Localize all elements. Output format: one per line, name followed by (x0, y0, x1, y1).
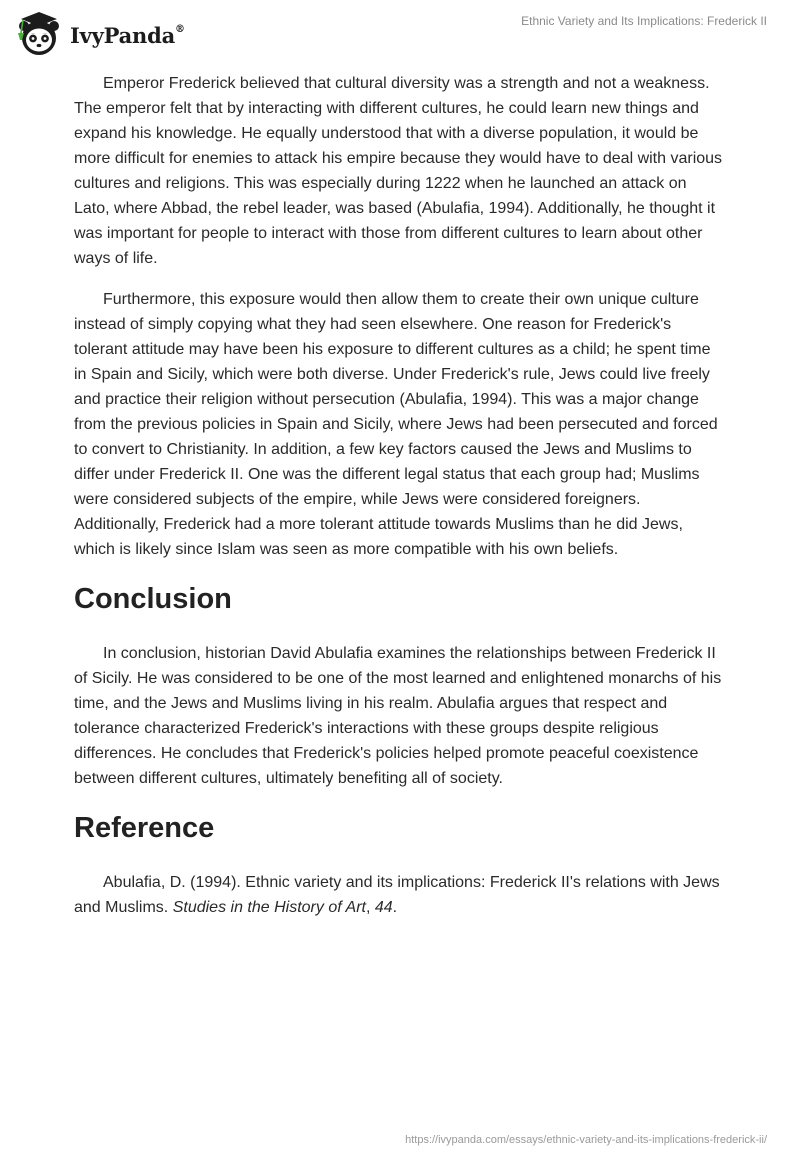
source-url[interactable]: https://ivypanda.com/essays/ethnic-variety-and-its-implications-frederick-ii/ (405, 1134, 767, 1146)
page-header (0, 0, 800, 70)
body-paragraph-1: Emperor Frederick believed that cultural diversity was a strength and not a weakness. The emperor felt that by interacting with different cultures, he could learn new things and expand his knowledge. He equally understood that with a diverse population, it would be more difficult for enemies to attack his empire because they would have to deal with various cultures and religions. This was especially during 1222 when he launched an attack on Lato, where Abbad, the rebel leader, was based (Abulafia, 1994). Additionally, he thought it was important for people to interact with those from different cultures to learn about other ways of life. (74, 75, 723, 267)
journal-title: Studies in the History of Art (172, 899, 366, 916)
citation-end: . (392, 899, 398, 916)
ivypanda-logo[interactable] (14, 9, 185, 59)
reference-entry (74, 870, 726, 920)
citation-separator: , (365, 899, 375, 916)
registered-mark: ® (175, 23, 185, 35)
citation-text: Abulafia, D. (1994). Ethnic variety and its implications: Frederick II's relations with Jews and Muslims. (74, 874, 720, 916)
panda-graduate-icon (14, 9, 64, 59)
body-paragraph-2: Furthermore, this exposure would then allow them to create their own unique culture instead of simply copying what they had seen elsewhere. One reason for Frederick's tolerant attitude may have been his exposure to different cultures as a child; he spent time in Spain and Sicily, which were both diverse. Under Frederick's rule, Jews could live freely and practice their religion without persecution (Abulafia, 1994). This was a major change from the previous policies in Spain and Sicily, where Jews had been persecuted and forced to convert to Christianity. In addition, a few key factors caused the Jews and Muslims to differ under Frederick II. One was the different legal status that each group had; Muslims were considered subjects of the empire, while Jews were considered foreigners. Additionally, Frederick had a more tolerant attitude towards Muslims than he did Jews, which is likely since Islam was seen as more compatible with his own beliefs. (74, 291, 718, 558)
document-title: Ethnic Variety and Its Implications: Frederick II (521, 14, 767, 28)
journal-volume: 44 (374, 899, 393, 916)
conclusion-heading: Conclusion (74, 583, 232, 615)
brand-name: IvyPanda® (70, 22, 185, 48)
essay-content (74, 71, 726, 936)
reference-heading: Reference (74, 812, 215, 844)
conclusion-paragraph: In conclusion, historian David Abulafia examines the relationships between Frederick II of Sicily. He was considered to be one of the most learned and enlightened monarchs of his time, and the Jews and Muslims living in his realm. Abulafia argues that respect and tolerance characterized Frederick's interactions with these groups despite religious differences. He concludes that Frederick's policies helped promote peaceful coexistence between different cultures, ultimately benefiting all of society. (74, 645, 722, 787)
